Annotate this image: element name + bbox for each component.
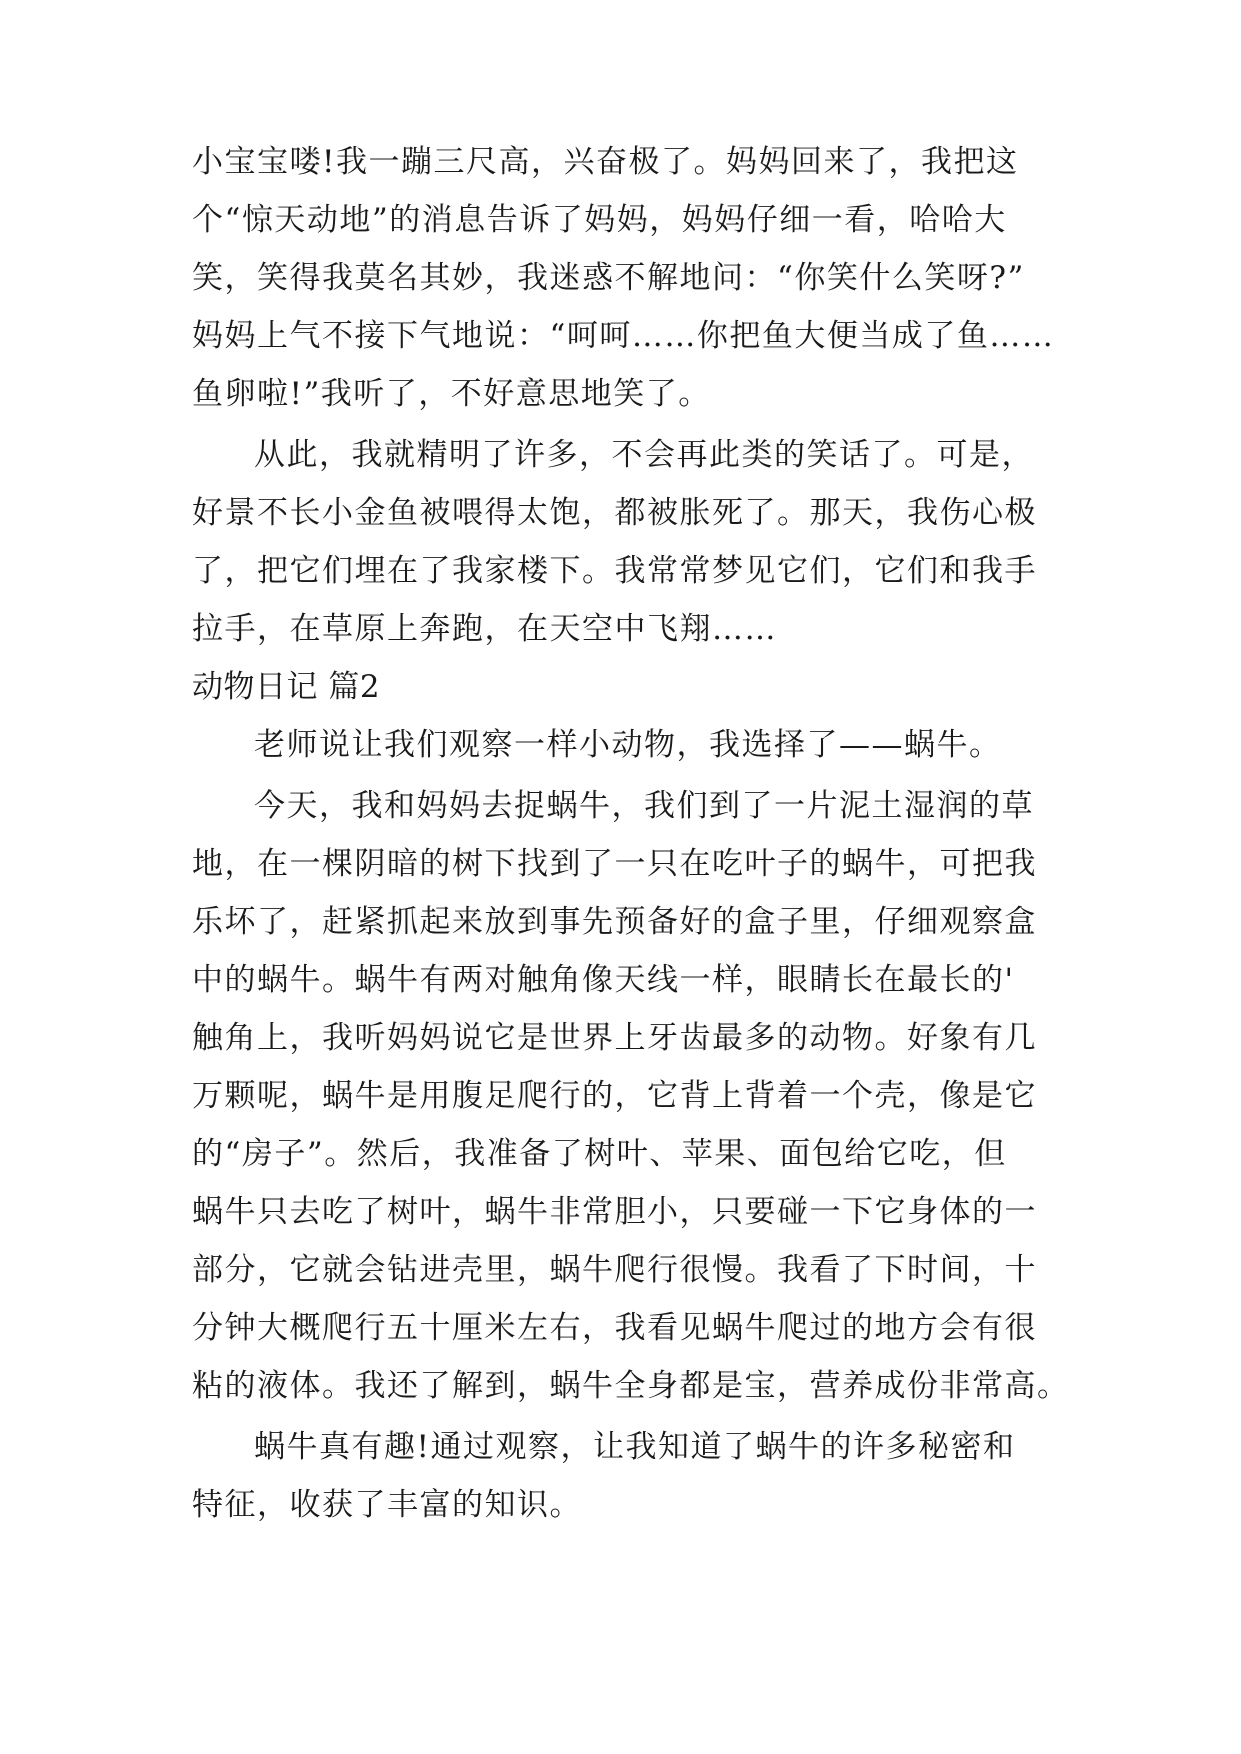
text-line: 了，把它们埋在了我家楼下。我常常梦见它们，它们和我手 <box>192 553 1037 589</box>
text-line: 地，在一棵阴暗的树下找到了一只在吃叶子的蜗牛，可把我 <box>192 846 1037 882</box>
text-line: 乐坏了，赶紧抓起来放到事先预备好的盒子里，仔细观察盒 <box>192 904 1037 940</box>
text-line: 蜗牛只去吃了树叶，蜗牛非常胆小，只要碰一下它身体的一 <box>192 1194 1037 1230</box>
text-line: 中的蜗牛。蜗牛有两对触角像天线一样，眼睛长在最长的' <box>192 962 1015 998</box>
paragraph-start-line: 今天，我和妈妈去捉蜗牛，我们到了一片泥土湿润的草 <box>254 788 1034 824</box>
text-line: 鱼卵啦!”我听了，不好意思地笑了。 <box>192 376 711 412</box>
text-line: 分钟大概爬行五十厘米左右，我看见蜗牛爬过的地方会有很 <box>192 1310 1037 1346</box>
text-line: 触角上，我听妈妈说它是世界上牙齿最多的动物。好象有几 <box>192 1020 1037 1056</box>
section-heading: 动物日记 篇2 <box>192 669 381 705</box>
text-line: 部分，它就会钻进壳里，蜗牛爬行很慢。我看了下时间，十 <box>192 1252 1037 1288</box>
text-line: 特征，收获了丰富的知识。 <box>192 1487 582 1523</box>
text-line: 万颗呢，蜗牛是用腹足爬行的，它背上背着一个壳，像是它 <box>192 1078 1037 1114</box>
text-line: 个“惊天动地”的消息告诉了妈妈，妈妈仔细一看，哈哈大 <box>192 202 1007 238</box>
text-line: 小宝宝喽!我一蹦三尺高，兴奋极了。妈妈回来了，我把这 <box>192 144 1019 180</box>
text-line: 妈妈上气不接下气地说：“呵呵……你把鱼大便当成了鱼…… <box>192 318 1055 354</box>
paragraph-start-line: 老师说让我们观察一样小动物，我选择了——蜗牛。 <box>254 727 1002 763</box>
text-line: 拉手，在草原上奔跑，在天空中飞翔…… <box>192 611 777 647</box>
paragraph-start-line: 蜗牛真有趣!通过观察，让我知道了蜗牛的许多秘密和 <box>254 1429 1016 1465</box>
text-line: 的“房子”。然后，我准备了树叶、苹果、面包给它吃，但 <box>192 1136 1007 1172</box>
paragraph-start-line: 从此，我就精明了许多，不会再此类的笑话了。可是， <box>254 437 1034 473</box>
text-line: 好景不长小金鱼被喂得太饱，都被胀死了。那天，我伤心极 <box>192 495 1037 531</box>
text-line: 粘的液体。我还了解到，蜗牛全身都是宝，营养成份非常高。 <box>192 1368 1070 1404</box>
text-line: 笑，笑得我莫名其妙，我迷惑不解地问：“你笑什么笑呀?” <box>192 260 1025 296</box>
